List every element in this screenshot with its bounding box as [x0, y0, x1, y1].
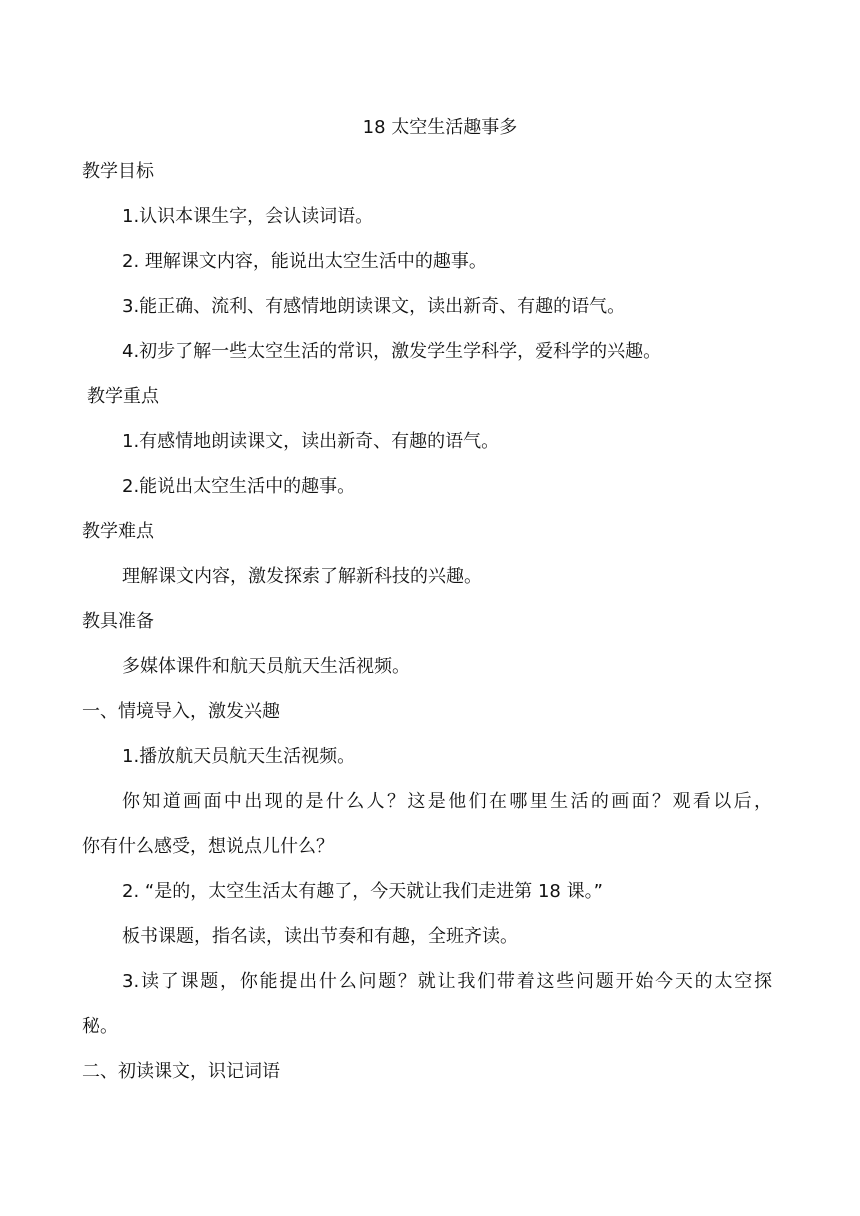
objective-item: 2. 理解课文内容，能说出太空生活中的趣事。 [122, 251, 487, 272]
materials-text: 多媒体课件和航天员航天生活视频。 [122, 656, 410, 677]
part1-step2: 2. “是的，太空生活太有趣了，今天就让我们走进第 18 课。” [122, 881, 603, 902]
part1-board: 板书课题，指名读，读出节奏和有趣，全班齐读。 [122, 926, 518, 947]
part1-step1: 1.播放航天员航天生活视频。 [122, 746, 356, 767]
section-heading-part1: 一、情境导入，激发兴趣 [82, 701, 280, 722]
key-point-item: 1.有感情地朗读课文，读出新奇、有趣的语气。 [122, 431, 500, 452]
objective-item: 4.初步了解一些太空生活的常识，激发学生学科学，爱科学的兴趣。 [122, 341, 662, 362]
objective-item: 1.认识本课生字，会认读词语。 [122, 206, 374, 227]
difficulties-text: 理解课文内容，激发探索了解新科技的兴趣。 [122, 566, 482, 587]
part1-question-line2: 你有什么感受，想说点儿什么？ [82, 836, 334, 857]
key-point-item: 2.能说出太空生活中的趣事。 [122, 476, 356, 497]
objective-item: 3.能正确、流利、有感情地朗读课文，读出新奇、有趣的语气。 [122, 296, 626, 317]
section-heading-materials: 教具准备 [82, 611, 154, 632]
part1-step3-line1: 3.读了课题，你能提出什么问题？就让我们带着这些问题开始今天的太空探 [122, 971, 772, 992]
section-heading-part2: 二、初读课文，识记词语 [82, 1061, 280, 1082]
part1-step3-line2: 秘。 [82, 1016, 118, 1037]
section-heading-difficulties: 教学难点 [82, 521, 154, 542]
document-title: 18 太空生活趣事多 [362, 117, 518, 138]
section-heading-key-points: 教学重点 [87, 386, 159, 407]
part1-question-line1: 你知道画面中出现的是什么人？这是他们在哪里生活的画面？观看以后， [122, 791, 772, 812]
section-heading-objectives: 教学目标 [82, 161, 154, 182]
